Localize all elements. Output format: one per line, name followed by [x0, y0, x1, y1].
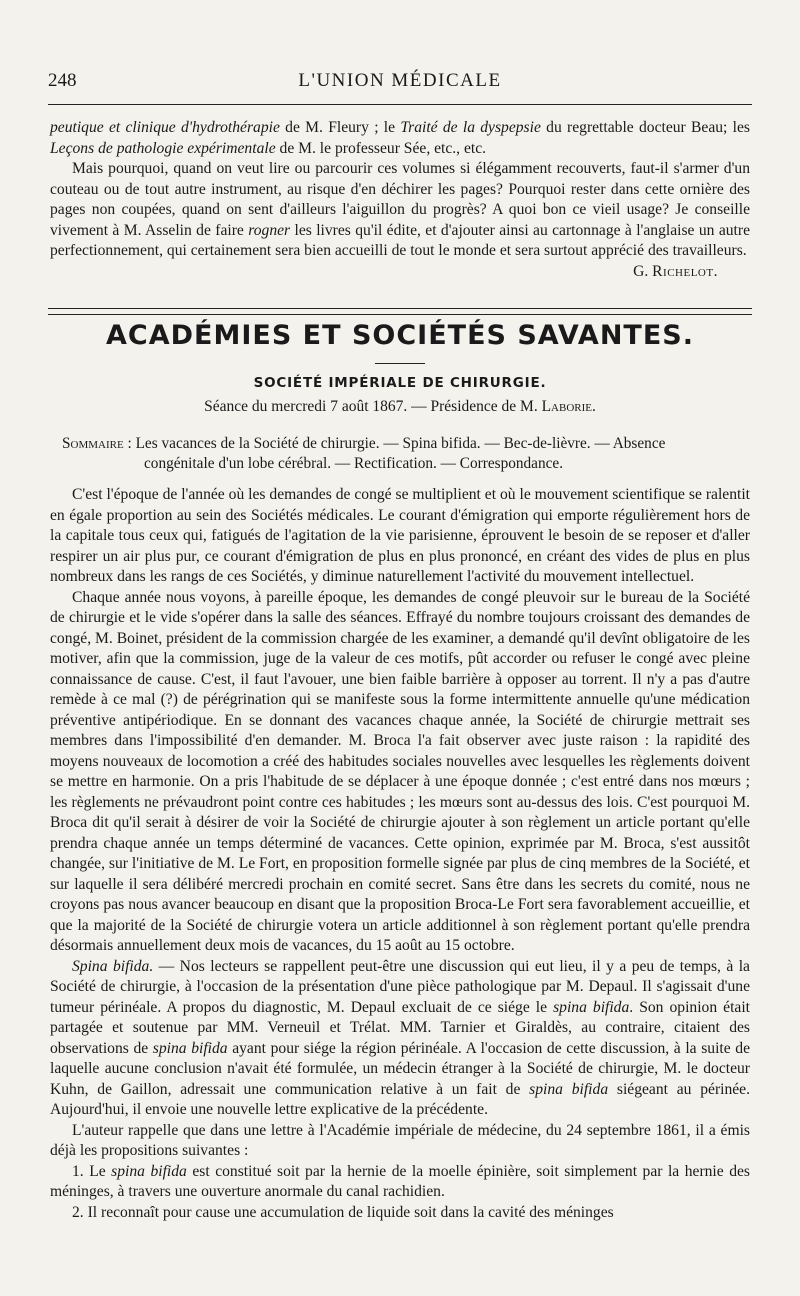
body-paragraph-5: 1. Le spina bifida est constitué soit par la hernie de la moelle épinière, soit simplement par la hernie des méninges, à travers une ouverture anormale du canal rachidien.: [50, 1162, 750, 1200]
body-paragraph-2: Chaque année nous voyons, à pareille époque, les demandes de congé pleuvoir sur le bureau de la Société de chirurgie et le vide s'opérer dans la salle des séances. Effrayé du nombre toujours croissant des demandes de congé, M. Boinet, président de la commission chargée de les examiner, a demandé qu'il devînt obligatoire de les motiver, afin que la commission, juge de la valeur de ces motifs, pût accorder ou refuser le congé avec pleine connaissance de cause. C'est, il faut l'avouer, une bien faible barrière à opposer au torrent. Il n'y a pas d'autre remède à ce mal (?) de pérégrination qui se manifeste sous la forme intermittente annuelle qu'une médication préventive antipériodique. En se donnant des vacances chaque année, la Société de chirurgie mettrait ses membres dans l'impossibilité d'en demander. M. Broca l'a fait observer avec juste raison : la rapidité des moyens nouveaux de locomotion a créé des habitudes sociales nouvelles avec lesquelles les règlements doivent se mettre en harmonie. On a pris l'habitude de se déplacer à une époque donnée ; c'est entré dans nos mœurs ; les règlements ne prévaudront point contre ces habitudes ; les mœurs sont au-dessus des lois. C'est pourquoi M. Broca dit qu'il serait à désirer de voir la Société de chirurgie ajouter à son règlement un article portant qu'elle prendra chaque année un temps déterminé de vacances. Cette opinion, exprimée par M. Broca, s'est aussitôt changée, sur l'initiative de M. Le Fort, en proposition formelle signée par plus de cinq membres de la Société, et sur laquelle il sera délibéré mercredi prochain en comité secret. Sans être dans les secrets du comité, nous ne croyons pas nous avancer beaucoup en disant que la proposition Broca-Le Fort sera favorablement accueillie, et que la majorité de la Société de chirurgie votera un article additionnel à son règlement portant qu'elle prendra désormais annuellement deux mois de vacances, du 15 août au 15 octobre.: [50, 588, 750, 954]
summary-block: [62, 434, 740, 474]
header-rule: [48, 104, 752, 105]
summary-line-2: congénitale d'un lobe cérébral. — Rectification. — Correspondance.: [144, 455, 564, 472]
work-title: Traité de la dyspepsie: [400, 119, 541, 136]
top-paragraph-1: peutique et clinique d'hydrothérapie de M. Fleury ; le Traité de la dyspepsie du regrettable docteur Beau; les Leçons de pathologie expérimentale de M. le professeur Sée, etc., etc.: [50, 119, 750, 157]
body-paragraph-6: 2. Il reconnaît pour cause une accumulation de liquide soit dans la cavité des méninges: [72, 1203, 614, 1221]
page-number: 248: [48, 70, 77, 91]
top-article-text: [50, 118, 750, 282]
running-head: L'UNION MÉDICALE: [298, 70, 502, 91]
session-line: Séance du mercredi 7 août 1867. — Présidence de M. Laborie.: [204, 398, 596, 415]
body-paragraph-3: Spina bifida. — Nos lecteurs se rappellent peut-être une discussion qui eut lieu, il y a peu de temps, à la Société de chirurgie, à l'occasion de la présentation d'une pièce pathologique par M. Depaul. Il s'agissait d'une tumeur périnéale. A propos du diagnostic, M. Depaul excluait de ce siége le spina bifida. Son opinion était partagée et soutenue par MM. Verneuil et Trélat. MM. Tarnier et Giraldès, au contraire, citaient des observations de spina bifida ayant pour siége la région périnéale. A l'occasion de cette discussion, à la suite de laquelle aucune conclusion n'avait été formulée, un médecin étranger à la Société de chirurgie, M. le docteur Kuhn, de Gaillon, adressait une communication relative à un fait de spina bifida siégeant au périnée. Aujourd'hui, il envoie une nouvelle lettre explicative de la précédente.: [50, 957, 751, 1118]
signature: G. Richelot.: [633, 262, 718, 280]
society-heading: SOCIÉTÉ IMPÉRIALE DE CHIRURGIE.: [253, 375, 547, 391]
work-title: Leçons de pathologie expérimentale: [50, 139, 276, 157]
main-article-text: [50, 485, 750, 1223]
body-paragraph-4: L'auteur rappelle que dans une lettre à l'Académie impériale de médecine, du 24 septembre 1861, il a émis déjà les propositions suivantes :: [50, 1121, 750, 1159]
section-divider: [48, 308, 752, 315]
section-title: ACADÉMIES ET SOCIÉTÉS SAVANTES.: [106, 320, 694, 351]
page-header: [48, 70, 752, 100]
summary-line-1: Sommaire : Les vacances de la Société de chirurgie. — Spina bifida. — Bec-de-lièvre. — Absence: [62, 435, 666, 452]
summary-label: Sommaire :: [62, 435, 132, 452]
top-paragraph-2: Mais pourquoi, quand on veut lire ou parcourir ces volumes si élégamment recouverts, faut-il s'armer d'un couteau ou de tout autre instrument, au risque d'en déchirer les pages? Pourquoi rester dans cette ornière des pages non coupées, quand on sent d'ailleurs l'aiguillon du progrès? A quoi bon ce vieil usage? Je conseille vivement à M. Asselin de faire rogner les livres qu'il édite, et d'ajouter ainsi au cartonnage à l'anglaise un autre perfectionnement, qui certainement sera bien accueilli de tout le monde et sera surtout apprécié des travailleurs.: [50, 160, 750, 259]
body-paragraph-1: C'est l'époque de l'année où les demandes de congé se multiplient et où le mouvement scientifique se ralentit en égale proportion au sein des Sociétés médicales. Le courant d'émigration qui emporte régulièrement hors de la capitale tous ceux qui, fatigués de l'agitation de la vie parisienne, éprouvent le besoin de se reposer et d'aller respirer un air plus pur, ce courant d'émigration de plus en plus prononcé, en créant des vides de plus en plus nombreux dans les rangs de ces Sociétés, y diminue naturellement l'activité du mouvement intellectuel.: [50, 486, 750, 585]
work-title: peutique et clinique d'hydrothérapie: [50, 119, 280, 136]
paragraph-lead: Spina bifida.: [72, 957, 154, 975]
short-divider: [375, 363, 425, 364]
